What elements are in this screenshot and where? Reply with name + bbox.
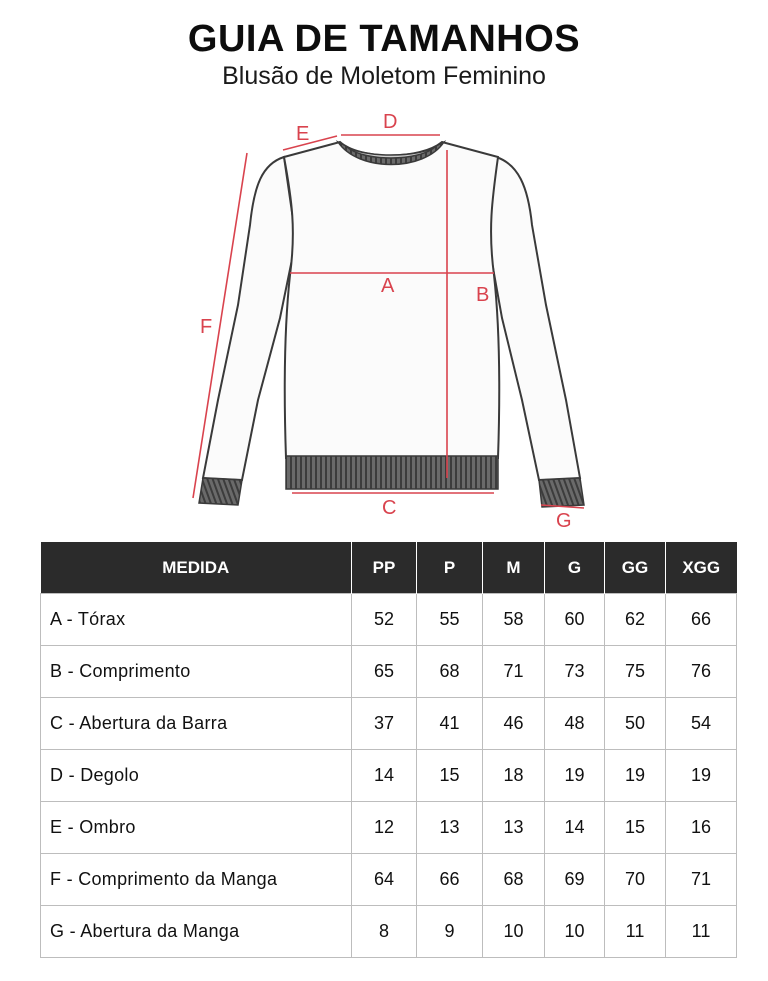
cell-value: 68 (417, 646, 483, 698)
label-e: E (296, 123, 310, 145)
table-row (41, 750, 737, 802)
label-c: C (382, 497, 397, 519)
header-medida: MEDIDA (41, 542, 352, 594)
cell-value: 18 (483, 750, 545, 802)
cell-value: 11 (605, 906, 666, 958)
cell-value: 62 (605, 594, 666, 646)
label-d: D (383, 111, 398, 133)
header-g: G (545, 542, 605, 594)
cell-value: 55 (417, 594, 483, 646)
label-f: F (200, 316, 213, 338)
cell-value: 50 (605, 698, 666, 750)
cell-value: 71 (483, 646, 545, 698)
label-b: B (476, 284, 490, 306)
cell-value: 73 (545, 646, 605, 698)
cell-value: 54 (666, 698, 737, 750)
cell-value: 66 (417, 854, 483, 906)
row-label: D - Degolo (41, 750, 352, 802)
size-table (40, 542, 737, 958)
header-gg: GG (605, 542, 666, 594)
cell-value: 37 (352, 698, 417, 750)
cell-value: 19 (666, 750, 737, 802)
cell-value: 46 (483, 698, 545, 750)
cell-value: 13 (483, 802, 545, 854)
page-subtitle: Blusão de Moletom Feminino (222, 62, 546, 90)
cell-value: 58 (483, 594, 545, 646)
cell-value: 8 (352, 906, 417, 958)
row-label: G - Abertura da Manga (41, 906, 352, 958)
header-m: M (483, 542, 545, 594)
page-title: GUIA DE TAMANHOS (187, 18, 581, 60)
cell-value: 64 (352, 854, 417, 906)
cell-value: 19 (545, 750, 605, 802)
table-row (41, 802, 737, 854)
right-cuff (539, 478, 584, 507)
waistband-rib (286, 456, 498, 489)
cell-value: 75 (605, 646, 666, 698)
cell-value: 19 (605, 750, 666, 802)
cell-value: 10 (545, 906, 605, 958)
table-row (41, 698, 737, 750)
cell-value: 15 (605, 802, 666, 854)
row-label: E - Ombro (41, 802, 352, 854)
table-header-row (41, 542, 737, 594)
table-row (41, 594, 737, 646)
label-g: G (556, 510, 572, 532)
cell-value: 10 (483, 906, 545, 958)
row-label: C - Abertura da Barra (41, 698, 352, 750)
table-row (41, 906, 737, 958)
cell-value: 71 (666, 854, 737, 906)
cell-value: 13 (417, 802, 483, 854)
cell-value: 76 (666, 646, 737, 698)
cell-value: 60 (545, 594, 605, 646)
cell-value: 14 (545, 802, 605, 854)
left-cuff (199, 478, 242, 505)
cell-value: 41 (417, 698, 483, 750)
cell-value: 15 (417, 750, 483, 802)
row-label: F - Comprimento da Manga (41, 854, 352, 906)
right-sleeve (488, 157, 580, 480)
cell-value: 48 (545, 698, 605, 750)
cell-value: 66 (666, 594, 737, 646)
cell-value: 12 (352, 802, 417, 854)
left-sleeve (203, 157, 296, 480)
cell-value: 68 (483, 854, 545, 906)
cell-value: 11 (666, 906, 737, 958)
garment-body (284, 142, 499, 458)
cell-value: 69 (545, 854, 605, 906)
cell-value: 65 (352, 646, 417, 698)
header-pp: PP (352, 542, 417, 594)
row-label: A - Tórax (41, 594, 352, 646)
header-xgg: XGG (666, 542, 737, 594)
cell-value: 16 (666, 802, 737, 854)
table-row (41, 646, 737, 698)
cell-value: 9 (417, 906, 483, 958)
cell-value: 14 (352, 750, 417, 802)
table-row (41, 854, 737, 906)
label-a: A (381, 275, 395, 297)
row-label: B - Comprimento (41, 646, 352, 698)
sweatshirt-diagram (0, 100, 768, 540)
cell-value: 52 (352, 594, 417, 646)
cell-value: 70 (605, 854, 666, 906)
header-p: P (417, 542, 483, 594)
